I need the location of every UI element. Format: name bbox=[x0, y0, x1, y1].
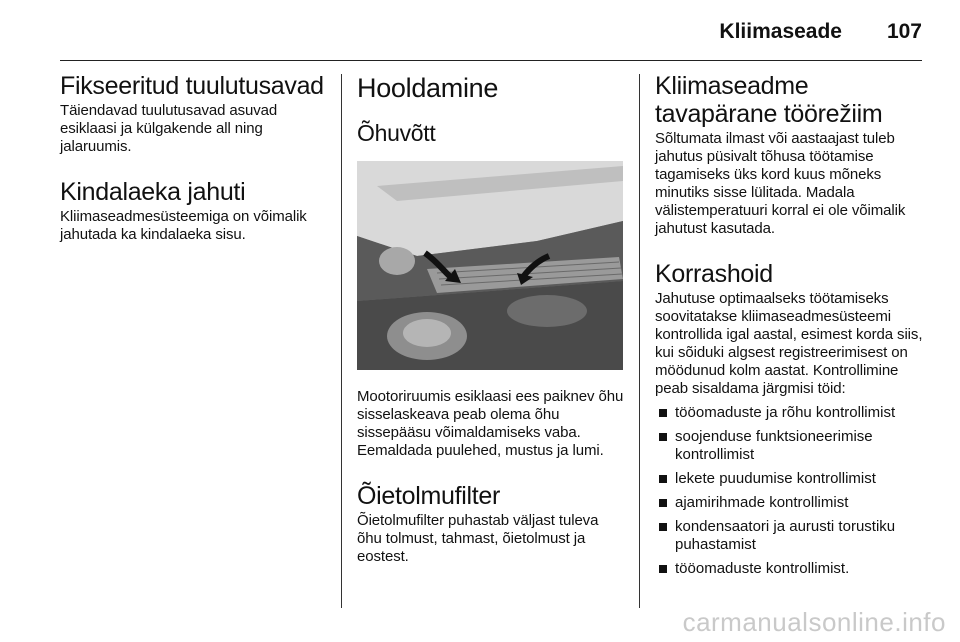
column-2 bbox=[357, 72, 627, 566]
heading-servicing: Korrashoid bbox=[655, 260, 773, 288]
heading-air-intake: Õhuvõtt bbox=[357, 120, 436, 146]
column-3 bbox=[655, 72, 925, 584]
list-item: tööomaduste ja rõhu kontrollimist bbox=[655, 404, 925, 422]
heading-glovebox-cooling: Kindalaeka jahuti bbox=[60, 178, 246, 206]
paragraph-air-intake: Mootoriruumis esiklaasi ees paiknev õhu sisselaskeava peab olema õhu sissepääsu võimaldamiseks vaba. Eemaldada puulehed, mustus ja lumi. bbox=[357, 388, 624, 459]
square-bullet-icon bbox=[659, 433, 667, 441]
service-checklist bbox=[655, 404, 925, 578]
heading-maintenance: Hooldamine bbox=[357, 73, 499, 103]
square-bullet-icon bbox=[659, 409, 667, 417]
list-item: soojenduse funktsioneerimise kontrollimist bbox=[655, 428, 925, 464]
heading-normal-operation: Kliimaseadme tavapärane töörežiim bbox=[655, 72, 883, 128]
paragraph-servicing: Jahutuse optimaalseks töötamiseks soovitatakse kliimaseadmesüsteemi kontrollida igal aastal, esimest korda siis, kui sõiduki algsest registreerimisest on möödunud kolm aastat. Kontrollimine peab sisaldama järgmisi töid: bbox=[655, 290, 923, 397]
list-item: tööomaduste kontrollimist. bbox=[655, 560, 925, 578]
list-item: kondensaatori ja aurusti torustiku puhastamist bbox=[655, 518, 925, 554]
page-number: 107 bbox=[886, 20, 922, 43]
page-header bbox=[60, 0, 922, 60]
watermark: carmanualsonline.info bbox=[682, 607, 946, 637]
list-item: ajamirihmade kontrollimist bbox=[655, 494, 925, 512]
heading-fixed-vents: Fikseeritud tuulutusavad bbox=[60, 72, 324, 100]
paragraph-glovebox-cooling: Kliimaseadmesüsteemiga on võimalik jahutada ka kindalaeka sisu. bbox=[60, 208, 307, 243]
column-divider-2 bbox=[639, 74, 640, 608]
engine-bay-photo bbox=[357, 161, 623, 370]
square-bullet-icon bbox=[659, 499, 667, 507]
column-divider-1 bbox=[341, 74, 342, 608]
header-rule bbox=[60, 60, 922, 61]
square-bullet-icon bbox=[659, 565, 667, 573]
paragraph-normal-operation: Sõltumata ilmast või aastaajast tuleb jahutus püsivalt tõhusa töötamise tagamiseks üks kord kuus mõneks minutiks sisse lülitada. Madala välistemperatuuri korral ei ole võimalik jahutust kasutada. bbox=[655, 130, 906, 237]
square-bullet-icon bbox=[659, 475, 667, 483]
heading-pollen-filter: Õietolmufilter bbox=[357, 482, 501, 510]
list-item: lekete puudumise kontrollimist bbox=[655, 470, 925, 488]
paragraph-pollen-filter: Õietolmufilter puhastab väljast tuleva õhu tolmust, tahmast, õietolmust ja eostest. bbox=[357, 512, 599, 565]
chapter-title: Kliimaseade bbox=[719, 20, 842, 43]
square-bullet-icon bbox=[659, 523, 667, 531]
column-1 bbox=[60, 72, 330, 244]
paragraph-fixed-vents: Täiendavad tuulutusavad asuvad esiklaasi ja külgakende all ning jalaruumis. bbox=[60, 102, 278, 155]
